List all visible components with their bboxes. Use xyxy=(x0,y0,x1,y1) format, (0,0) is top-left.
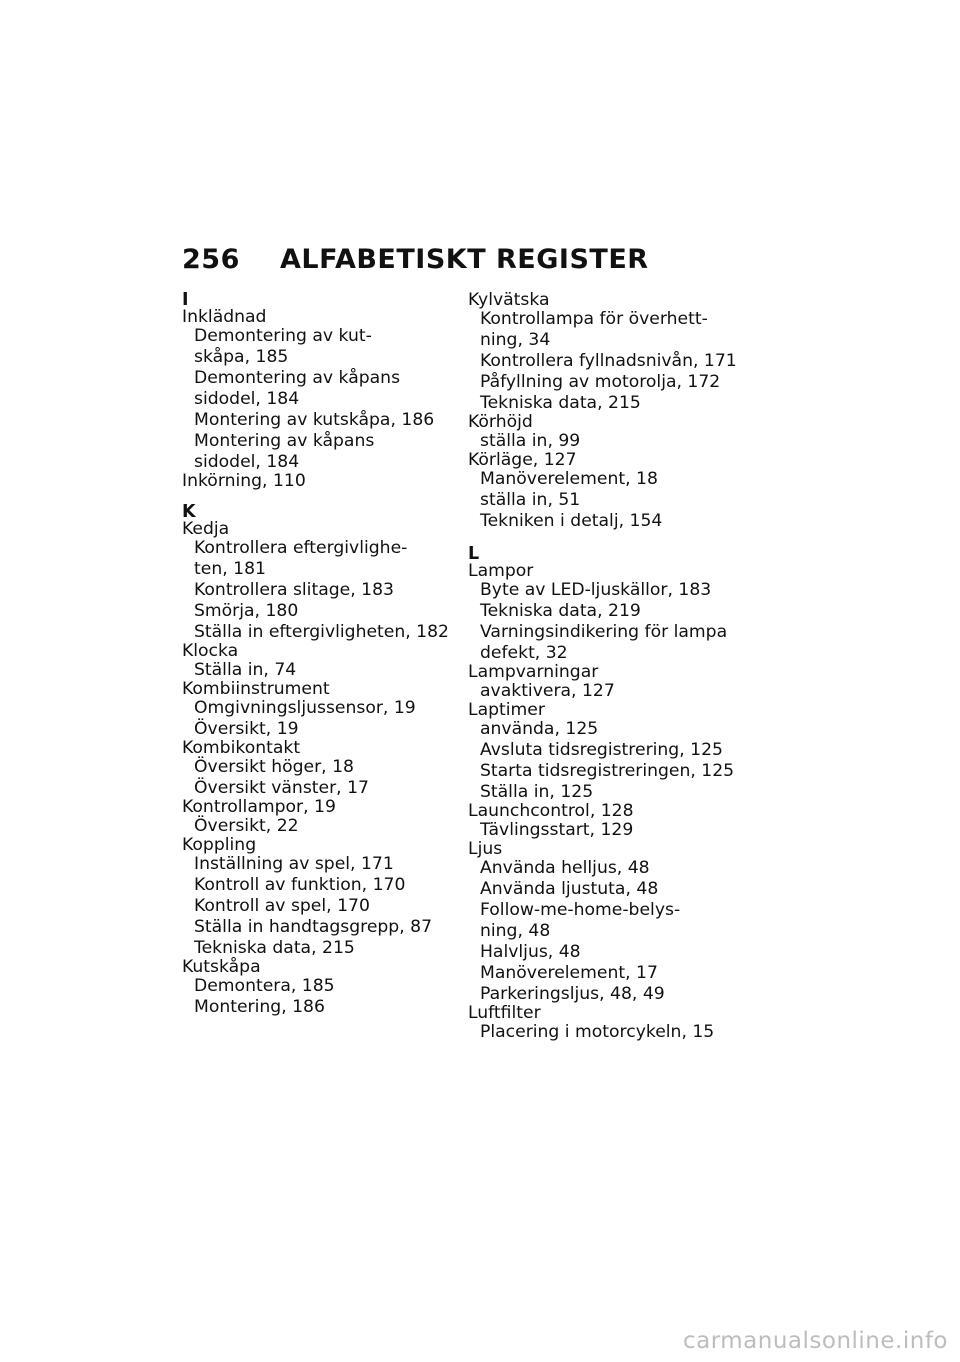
index-subentry-line: Tekniken i detalj, 154 xyxy=(480,511,663,531)
index-subentry xyxy=(182,660,452,681)
index-subentry xyxy=(468,622,748,664)
index-subentry-line: Demontering av kåpans xyxy=(194,368,401,388)
index-subentry xyxy=(182,896,452,917)
index-subentry-line: Använda helljus, 48 xyxy=(480,858,650,878)
watermark: carmanualsonline.info xyxy=(682,1328,948,1354)
index-letter-heading: L xyxy=(468,544,480,564)
index-subentry xyxy=(182,326,452,368)
index-term: Kedja xyxy=(182,519,230,539)
index-subentry xyxy=(182,938,452,959)
index-term: Klocka xyxy=(182,641,239,661)
index-column-left xyxy=(182,292,452,1018)
index-term: Lampvarningar xyxy=(468,662,599,682)
index-subentry-line: Påfyllning av motorolja, 172 xyxy=(480,372,721,392)
index-subentry xyxy=(468,942,748,963)
index-subentry xyxy=(468,351,748,372)
page-header xyxy=(182,244,649,275)
index-subentry xyxy=(468,601,748,622)
index-subentry-line: Omgivningsljussensor, 19 xyxy=(194,698,416,718)
index-subentry-line: Placering i motorcykeln, 15 xyxy=(480,1022,715,1042)
index-subentry-line: ten, 181 xyxy=(194,559,266,579)
index-letter-heading: I xyxy=(182,290,189,310)
index-subentry-line: Kontrollera fyllnadsnivån, 171 xyxy=(480,351,737,371)
index-subentry xyxy=(468,1022,748,1043)
index-subentry xyxy=(468,761,748,782)
index-subentry xyxy=(182,622,452,643)
index-subentry-line: ställa in, 51 xyxy=(480,490,581,510)
index-subentry-line: sidodel, 184 xyxy=(194,389,300,409)
page-title: ALFABETISKT REGISTER xyxy=(280,244,649,275)
index-subentry-line: Manöverelement, 17 xyxy=(480,963,658,983)
index-subentry-line: Använda ljustuta, 48 xyxy=(480,879,659,899)
index-subentry-line: skåpa, 185 xyxy=(194,347,289,367)
index-subentry-line: Starta tidsregistreringen, 125 xyxy=(480,761,735,781)
index-subentry-line: Manöverelement, 18 xyxy=(480,469,658,489)
index-term: Lampor xyxy=(468,561,534,581)
index-subentry-line: ning, 34 xyxy=(480,330,551,350)
index-term: Inklädnad xyxy=(182,307,267,327)
index-subentry-line: Tekniska data, 219 xyxy=(480,601,641,621)
index-subentry-line: avaktivera, 127 xyxy=(480,681,615,701)
index-subentry xyxy=(468,858,748,879)
index-subentry xyxy=(468,393,748,414)
index-subentry xyxy=(182,757,452,778)
index-subentry xyxy=(468,431,748,452)
index-subentry-line: Tävlingsstart, 129 xyxy=(480,820,634,840)
index-subentry xyxy=(468,820,748,841)
index-subentry-line: Kontrollera eftergivlighe- xyxy=(194,538,408,558)
index-subentry xyxy=(468,963,748,984)
index-subentry xyxy=(468,580,748,601)
index-subentry xyxy=(182,976,452,997)
index-subentry xyxy=(182,719,452,740)
index-subentry xyxy=(182,601,452,622)
index-subentry-line: Montering, 186 xyxy=(194,997,325,1017)
index-term: Laptimer xyxy=(468,700,545,720)
index-subentry-line: Smörja, 180 xyxy=(194,601,299,621)
index-term: Kutskåpa xyxy=(182,957,261,977)
index-term: Inkörning, 110 xyxy=(182,471,306,491)
index-subentry xyxy=(182,698,452,719)
index-subentry-line: Tekniska data, 215 xyxy=(194,938,355,958)
index-subentry xyxy=(468,511,748,532)
index-subentry xyxy=(468,490,748,511)
index-subentry xyxy=(468,984,748,1005)
index-term: Luftfilter xyxy=(468,1003,541,1023)
index-subentry-line: Inställning av spel, 171 xyxy=(194,854,394,874)
index-subentry-line: Parkeringsljus, 48, 49 xyxy=(480,984,665,1004)
index-subentry-line: Byte av LED-ljuskällor, 183 xyxy=(480,580,712,600)
index-subentry-line: Översikt vänster, 17 xyxy=(194,778,369,798)
index-subentry xyxy=(182,368,452,410)
index-subentry-line: Ställa in handtagsgrepp, 87 xyxy=(194,917,433,937)
index-term: Koppling xyxy=(182,835,257,855)
index-subentry-line: Översikt, 22 xyxy=(194,816,299,836)
index-subentry-line: ning, 48 xyxy=(480,921,551,941)
index-subentry-line: Follow-me-home-belys- xyxy=(480,900,681,920)
index-subentry-line: Ställa in, 74 xyxy=(194,660,297,680)
index-subentry-line: Tekniska data, 215 xyxy=(480,393,641,413)
index-subentry xyxy=(468,782,748,803)
index-subentry-line: Varningsindikering för lampa xyxy=(480,622,728,642)
index-subentry xyxy=(468,900,748,942)
index-term: Launchcontrol, 128 xyxy=(468,801,634,821)
index-subentry xyxy=(182,875,452,896)
index-subentry-line: Översikt höger, 18 xyxy=(194,757,354,777)
index-subentry xyxy=(468,719,748,740)
index-term: Kontrollampor, 19 xyxy=(182,797,336,817)
page-number: 256 xyxy=(182,244,240,275)
index-subentry xyxy=(182,580,452,601)
index-subentry xyxy=(468,879,748,900)
index-subentry xyxy=(182,917,452,938)
index-subentry-line: Avsluta tidsregistrering, 125 xyxy=(480,740,723,760)
index-subentry xyxy=(468,740,748,761)
index-subentry xyxy=(182,997,452,1018)
index-subentry-line: använda, 125 xyxy=(480,719,599,739)
index-letter-heading: K xyxy=(182,502,196,522)
index-subentry-line: ställa in, 99 xyxy=(480,431,581,451)
index-subentry xyxy=(468,469,748,490)
index-subentry-line: Demontera, 185 xyxy=(194,976,335,996)
index-term: Körläge, 127 xyxy=(468,450,577,470)
index-subentry xyxy=(468,681,748,702)
index-subentry xyxy=(468,372,748,393)
index-subentry-line: Demontering av kut- xyxy=(194,326,372,346)
index-subentry-line: defekt, 32 xyxy=(480,643,568,663)
index-term: Kylvätska xyxy=(468,290,550,310)
index-subentry xyxy=(182,538,452,580)
index-subentry-line: Ställa in eftergivligheten, 182 xyxy=(194,622,449,642)
index-subentry-line: Kontroll av spel, 170 xyxy=(194,896,370,916)
index-subentry xyxy=(182,854,452,875)
index-subentry-line: Kontrollera slitage, 183 xyxy=(194,580,394,600)
index-subentry-line: Kontrollampa för överhett- xyxy=(480,309,708,329)
index-subentry-line: Montering av kutskåpa, 186 xyxy=(194,410,435,430)
index-subentry-line: Översikt, 19 xyxy=(194,719,299,739)
index-subentry-line: Kontroll av funktion, 170 xyxy=(194,875,406,895)
index-subentry-line: Halvljus, 48 xyxy=(480,942,581,962)
index-subentry xyxy=(182,410,452,431)
index-term: Kombikontakt xyxy=(182,738,301,758)
index-subentry xyxy=(182,816,452,837)
index-subentry xyxy=(468,309,748,351)
index-subentry-line: Montering av kåpans xyxy=(194,431,375,451)
index-subentry xyxy=(182,778,452,799)
index-subentry-line: Ställa in, 125 xyxy=(480,782,594,802)
index-column-right xyxy=(468,292,748,1043)
index-subentry-line: sidodel, 184 xyxy=(194,452,300,472)
index-subentry xyxy=(182,431,452,473)
index-term: Körhöjd xyxy=(468,412,533,432)
index-term: Kombiinstrument xyxy=(182,679,330,699)
index-term: Ljus xyxy=(468,839,503,859)
